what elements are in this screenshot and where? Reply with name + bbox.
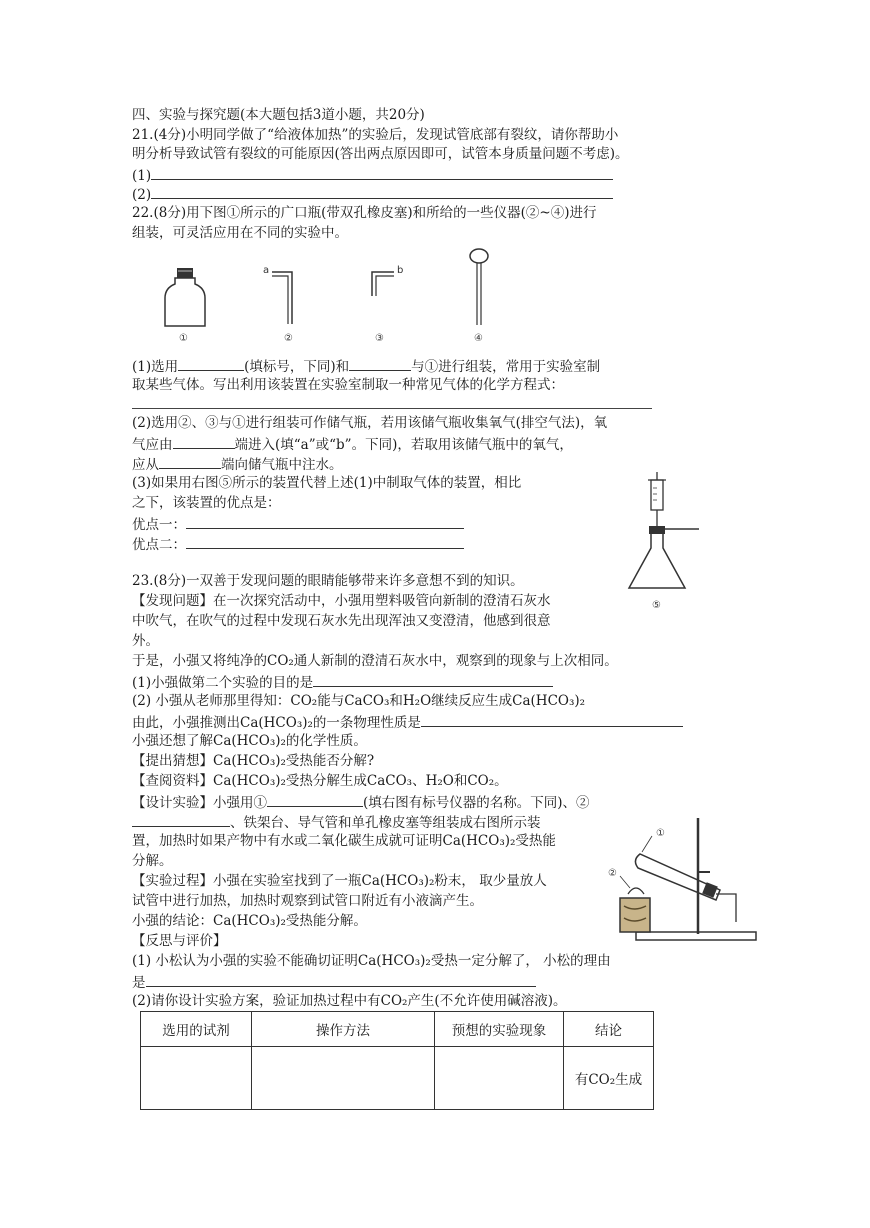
q23-found-3: 外。	[132, 633, 159, 649]
q23-s2-3: 小强还想了解Ca(HCO₃)₂的化学性质。	[132, 733, 367, 749]
q23-s1: (1)小强做第二个实验的目的是	[132, 672, 553, 692]
q23-found-4: 于是，小强又将纯净的CO₂通人新制的澄清石灰水中，观察到的现象与上次相同。	[132, 653, 618, 669]
q23-s2-2: 由此，小强推测出Ca(HCO₃)₂的一条物理性质是	[132, 712, 683, 732]
table-header: 预想的实验现象	[435, 1012, 564, 1047]
fig-label-4: ④	[474, 333, 483, 344]
q23-r1-1: (1) 小松认为小强的实验不能确切证明Ca(HCO₃)₂受热一定分解了， 小松的理由	[132, 953, 611, 969]
table-header: 结论	[564, 1012, 654, 1047]
q22-p2-line2: 气应由 端进入(填“a”或“b”。下同)，若取用该储气瓶中的氧气，	[132, 434, 573, 454]
table-cell-conclusion: 有CO₂生成	[564, 1047, 654, 1110]
q22-blank-6[interactable]	[186, 534, 464, 549]
long-bent-tube-icon	[272, 272, 292, 324]
q22-advantage-1: 优点一：	[132, 514, 464, 534]
q22-p2-line1: (2)选用②、③与①进行组装可作储气瓶，若用该储气瓶收集氧气(排空气法)，氧	[132, 415, 608, 431]
q22-p3-line2: 之下，该装置的优点是：	[132, 495, 281, 511]
wide-mouth-bottle-icon	[165, 268, 205, 326]
q23-design-2: 、铁架台、导气管和单孔橡皮塞等组装成右图所示装	[132, 812, 541, 832]
q23-found-2: 中吹气，在吹气的过程中发现石灰水先出现浑浊又变澄清，他感到很意	[132, 613, 551, 629]
fig-label-23-2: ②	[608, 868, 617, 879]
q23-process-1: 【实验过程】小强在实验室找到了一瓶Ca(HCO₃)₂粉末， 取少量放人	[132, 873, 547, 889]
q22-p1-line1: (1)选用 (填标号，下同)和 与①进行组装，常用于实验室制	[132, 356, 600, 376]
experiment-table	[140, 1011, 654, 1110]
fig-label-3: ③	[375, 333, 384, 344]
q22-blank-5[interactable]	[186, 514, 464, 529]
fig-label-1: ①	[179, 333, 188, 344]
q23-blank-4[interactable]	[132, 812, 230, 827]
table-row	[141, 1047, 654, 1110]
q22-p3-line1: (3)如果用右图⑤所示的装置代替上述(1)中制取气体的装置，相比	[132, 475, 522, 491]
q22-blank-3[interactable]	[173, 434, 235, 449]
q23-blank-1[interactable]	[313, 672, 553, 687]
tube-label-a: a	[263, 265, 270, 276]
q22-blank-4[interactable]	[159, 454, 221, 469]
apparatus-figure	[150, 240, 510, 352]
q23-r2: (2)请你设计实验方案，验证加热过程中有CO₂产生(不允许使用碱溶液)。	[132, 993, 567, 1009]
q23-reflect-title: 【反思与评价】	[132, 933, 227, 949]
syringe-icon	[648, 472, 666, 534]
q23-s2-1: (2) 小强从老师那里得知：CO₂能与CaCO₃和H₂O继续反应生成Ca(HCO₃)₂	[132, 693, 586, 709]
q23-blank-2[interactable]	[421, 712, 683, 727]
q23-blank-5[interactable]	[146, 972, 536, 987]
q23-guess: 【提出猜想】Ca(HCO₃)₂受热能否分解?	[132, 753, 375, 769]
q23-r1-2: 是	[132, 972, 536, 992]
q22-advantage-2: 优点二：	[132, 534, 464, 554]
q23-line1: 23.(8分)一双善于发现问题的眼睛能够带来许多意想不到的知识。	[132, 573, 524, 589]
q23-info: 【查阅资料】Ca(HCO₃)₂受热分解生成CaCO₃、H₂O和CO₂。	[132, 773, 508, 789]
q22-p2-line3: 应从 端向储气瓶中注水。	[132, 454, 343, 474]
table-cell-reagent[interactable]	[141, 1047, 252, 1110]
q21-answer1[interactable]: (1)	[132, 165, 613, 185]
conical-flask-icon	[629, 526, 699, 588]
alcohol-lamp-icon	[620, 888, 650, 932]
table-header: 选用的试剂	[141, 1012, 252, 1047]
q22-blank-2[interactable]	[349, 356, 411, 371]
q21-answer2[interactable]: (2)	[132, 184, 613, 204]
heating-apparatus-figure	[606, 814, 758, 946]
short-bent-tube-icon	[372, 272, 394, 296]
q23-process-2: 试管中进行加热，加热时观察到试管口附近有小液滴产生。	[132, 893, 483, 909]
q23-design-1: 【设计实验】小强用① (填右图有标号仪器的名称。下同)、②	[132, 792, 590, 812]
q22-blank-1[interactable]	[178, 356, 244, 371]
section-title: 四、实验与探究题(本大题包括3道小题，共20分)	[132, 107, 425, 123]
q21-blank-1[interactable]	[151, 165, 613, 180]
fig-label-23-1: ①	[656, 828, 665, 839]
fig-label-2: ②	[284, 333, 293, 344]
q21-blank-2[interactable]	[151, 184, 613, 199]
q23-conclusion: 小强的结论：Ca(HCO₃)₂受热能分解。	[132, 913, 367, 929]
flask-syringe-figure	[620, 470, 710, 612]
fig-label-5: ⑤	[652, 600, 661, 611]
table-header: 操作方法	[252, 1012, 435, 1047]
q23-design-3: 置，加热时如果产物中有水或二氧化碳生成就可证明Ca(HCO₃)₂受热能	[132, 833, 556, 849]
table-cell-method[interactable]	[252, 1047, 435, 1110]
q23-blank-3[interactable]	[267, 792, 363, 807]
table-cell-phenomenon[interactable]	[435, 1047, 564, 1110]
tube-label-b: b	[397, 265, 404, 276]
q22-equation-blank[interactable]	[132, 408, 652, 409]
q21-line1: 21.(4分)小明同学做了“给液体加热”的实验后，发现试管底部有裂纹，请你帮助小	[132, 127, 619, 143]
q22-line2: 组装，可灵活应用在不同的实验中。	[132, 225, 348, 241]
q22-p1-line2: 取某些气体。写出利用该装置在实验室制取一种常见气体的化学方程式：	[132, 377, 564, 393]
q23-design-4: 分解。	[132, 853, 173, 869]
q22-line1: 22.(8分)用下图①所示的广口瓶(带双孔橡皮塞)和所给的一些仪器(②~④)进行	[132, 205, 597, 221]
thistle-funnel-icon	[470, 249, 488, 325]
q23-found-1: 【发现问题】在一次探究活动中，小强用塑料吸管向新制的澄清石灰水	[132, 593, 551, 609]
table-header-row	[141, 1012, 654, 1047]
q21-line2: 明分析导致试管有裂纹的可能原因(答出两点原因即可，试管本身质量问题不考虑)。	[132, 146, 629, 162]
